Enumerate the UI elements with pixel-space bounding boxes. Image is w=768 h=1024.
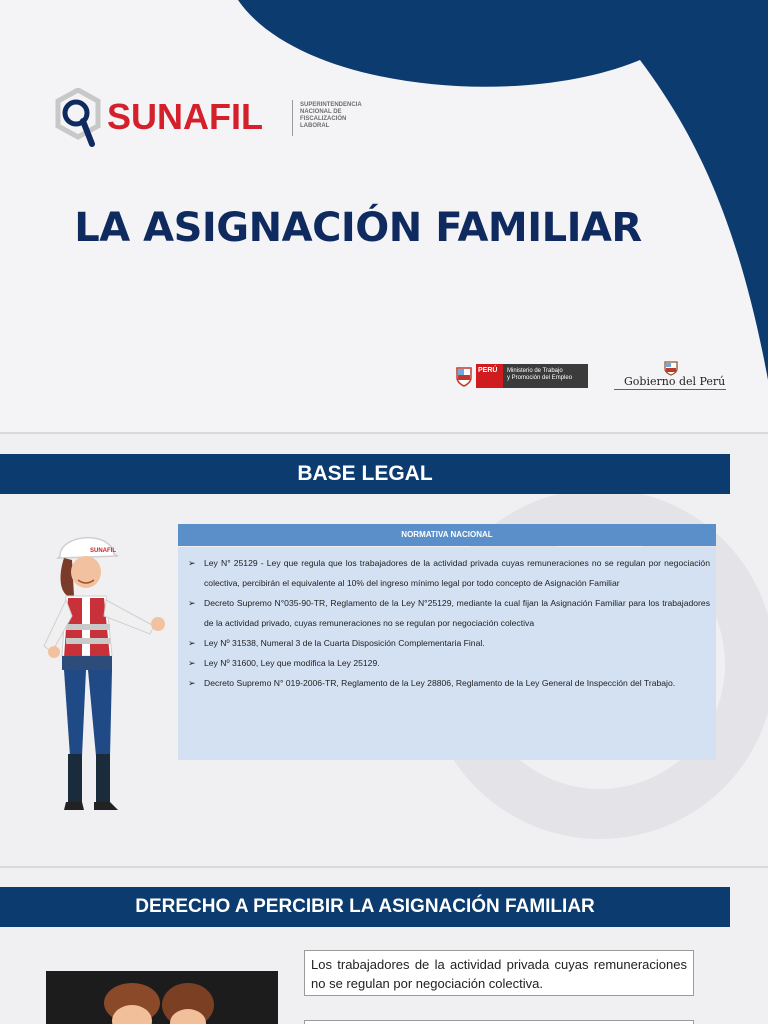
gobierno-logo xyxy=(614,360,728,394)
derecho-slide xyxy=(0,868,768,1024)
peru-shield-icon xyxy=(454,364,474,388)
page-title: LA ASIGNACIÓN FAMILIAR xyxy=(74,205,642,251)
people-illustration xyxy=(46,971,278,1024)
arrow-bullet-icon: ➢ xyxy=(188,678,196,688)
sunafil-magnifier-icon xyxy=(54,88,104,152)
gobierno-label: Gobierno del Perú xyxy=(624,375,726,388)
base-legal-slide xyxy=(0,434,768,866)
arrow-bullet-icon: ➢ xyxy=(188,558,196,568)
list-item: ➢ Ley N° 25129 - Ley que regula que los trabajadores de la actividad privada cuyas remuneraciones no se regulan por negociación colectiva, percibirán el equivalente al 10% del ingreso mínimo legal por todo concepto de Asignación Familiar xyxy=(188,553,710,593)
table-header: NORMATIVA NACIONAL xyxy=(178,524,716,546)
arrow-bullet-icon: ➢ xyxy=(188,638,196,648)
sunafil-logo xyxy=(54,88,374,152)
logo-subtitle: SUPERINTENDENCIA NACIONAL DE FISCALIZACIÓN LABORAL xyxy=(300,102,362,129)
list-item: ➢ Decreto Supremo N°035-90-TR, Reglamento de la Ley N°25129, mediante la cual fijan la Asignación Familiar para los trabajadores de la actividad privado, cuyas remuneraciones no se regulan por negociación colectiva xyxy=(188,593,710,633)
ministry-name: Ministerio de Trabajo y Promoción del Empleo xyxy=(503,364,588,388)
helmet-text: SUNAFIL xyxy=(90,548,116,554)
ministry-logo xyxy=(454,364,588,388)
peru-label: PERÚ xyxy=(476,364,503,388)
section-heading: BASE LEGAL xyxy=(0,454,730,494)
list-item: ➢ Ley Nº 31538, Numeral 3 de la Cuarta Disposición Complementaria Final. xyxy=(188,633,710,653)
logo-divider xyxy=(292,100,293,136)
arrow-bullet-icon: ➢ xyxy=(188,598,196,608)
second-textbox xyxy=(304,1020,694,1024)
derecho-textbox: Los trabajadores de la actividad privada cuyas remuneraciones no se regulan por negociación colectiva. xyxy=(304,950,694,996)
family-photo xyxy=(46,971,278,1024)
gobierno-underline xyxy=(614,389,726,390)
cover-slide xyxy=(0,0,768,432)
arrow-bullet-icon: ➢ xyxy=(188,658,196,668)
peru-shield-icon xyxy=(662,360,680,376)
inspector-woman-illustration xyxy=(30,526,170,826)
list-item: ➢ Decreto Supremo N° 019-2006-TR, Reglamento de la Ley 28806, Reglamento de la Ley General de Inspección del Trabajo. xyxy=(188,673,710,693)
logo-wordmark: SUNAFIL xyxy=(107,96,263,137)
list-item: ➢ Ley Nº 31600, Ley que modifica la Ley 25129. xyxy=(188,653,710,673)
legal-list xyxy=(178,547,716,760)
section-heading: DERECHO A PERCIBIR LA ASIGNACIÓN FAMILIAR xyxy=(0,887,730,927)
